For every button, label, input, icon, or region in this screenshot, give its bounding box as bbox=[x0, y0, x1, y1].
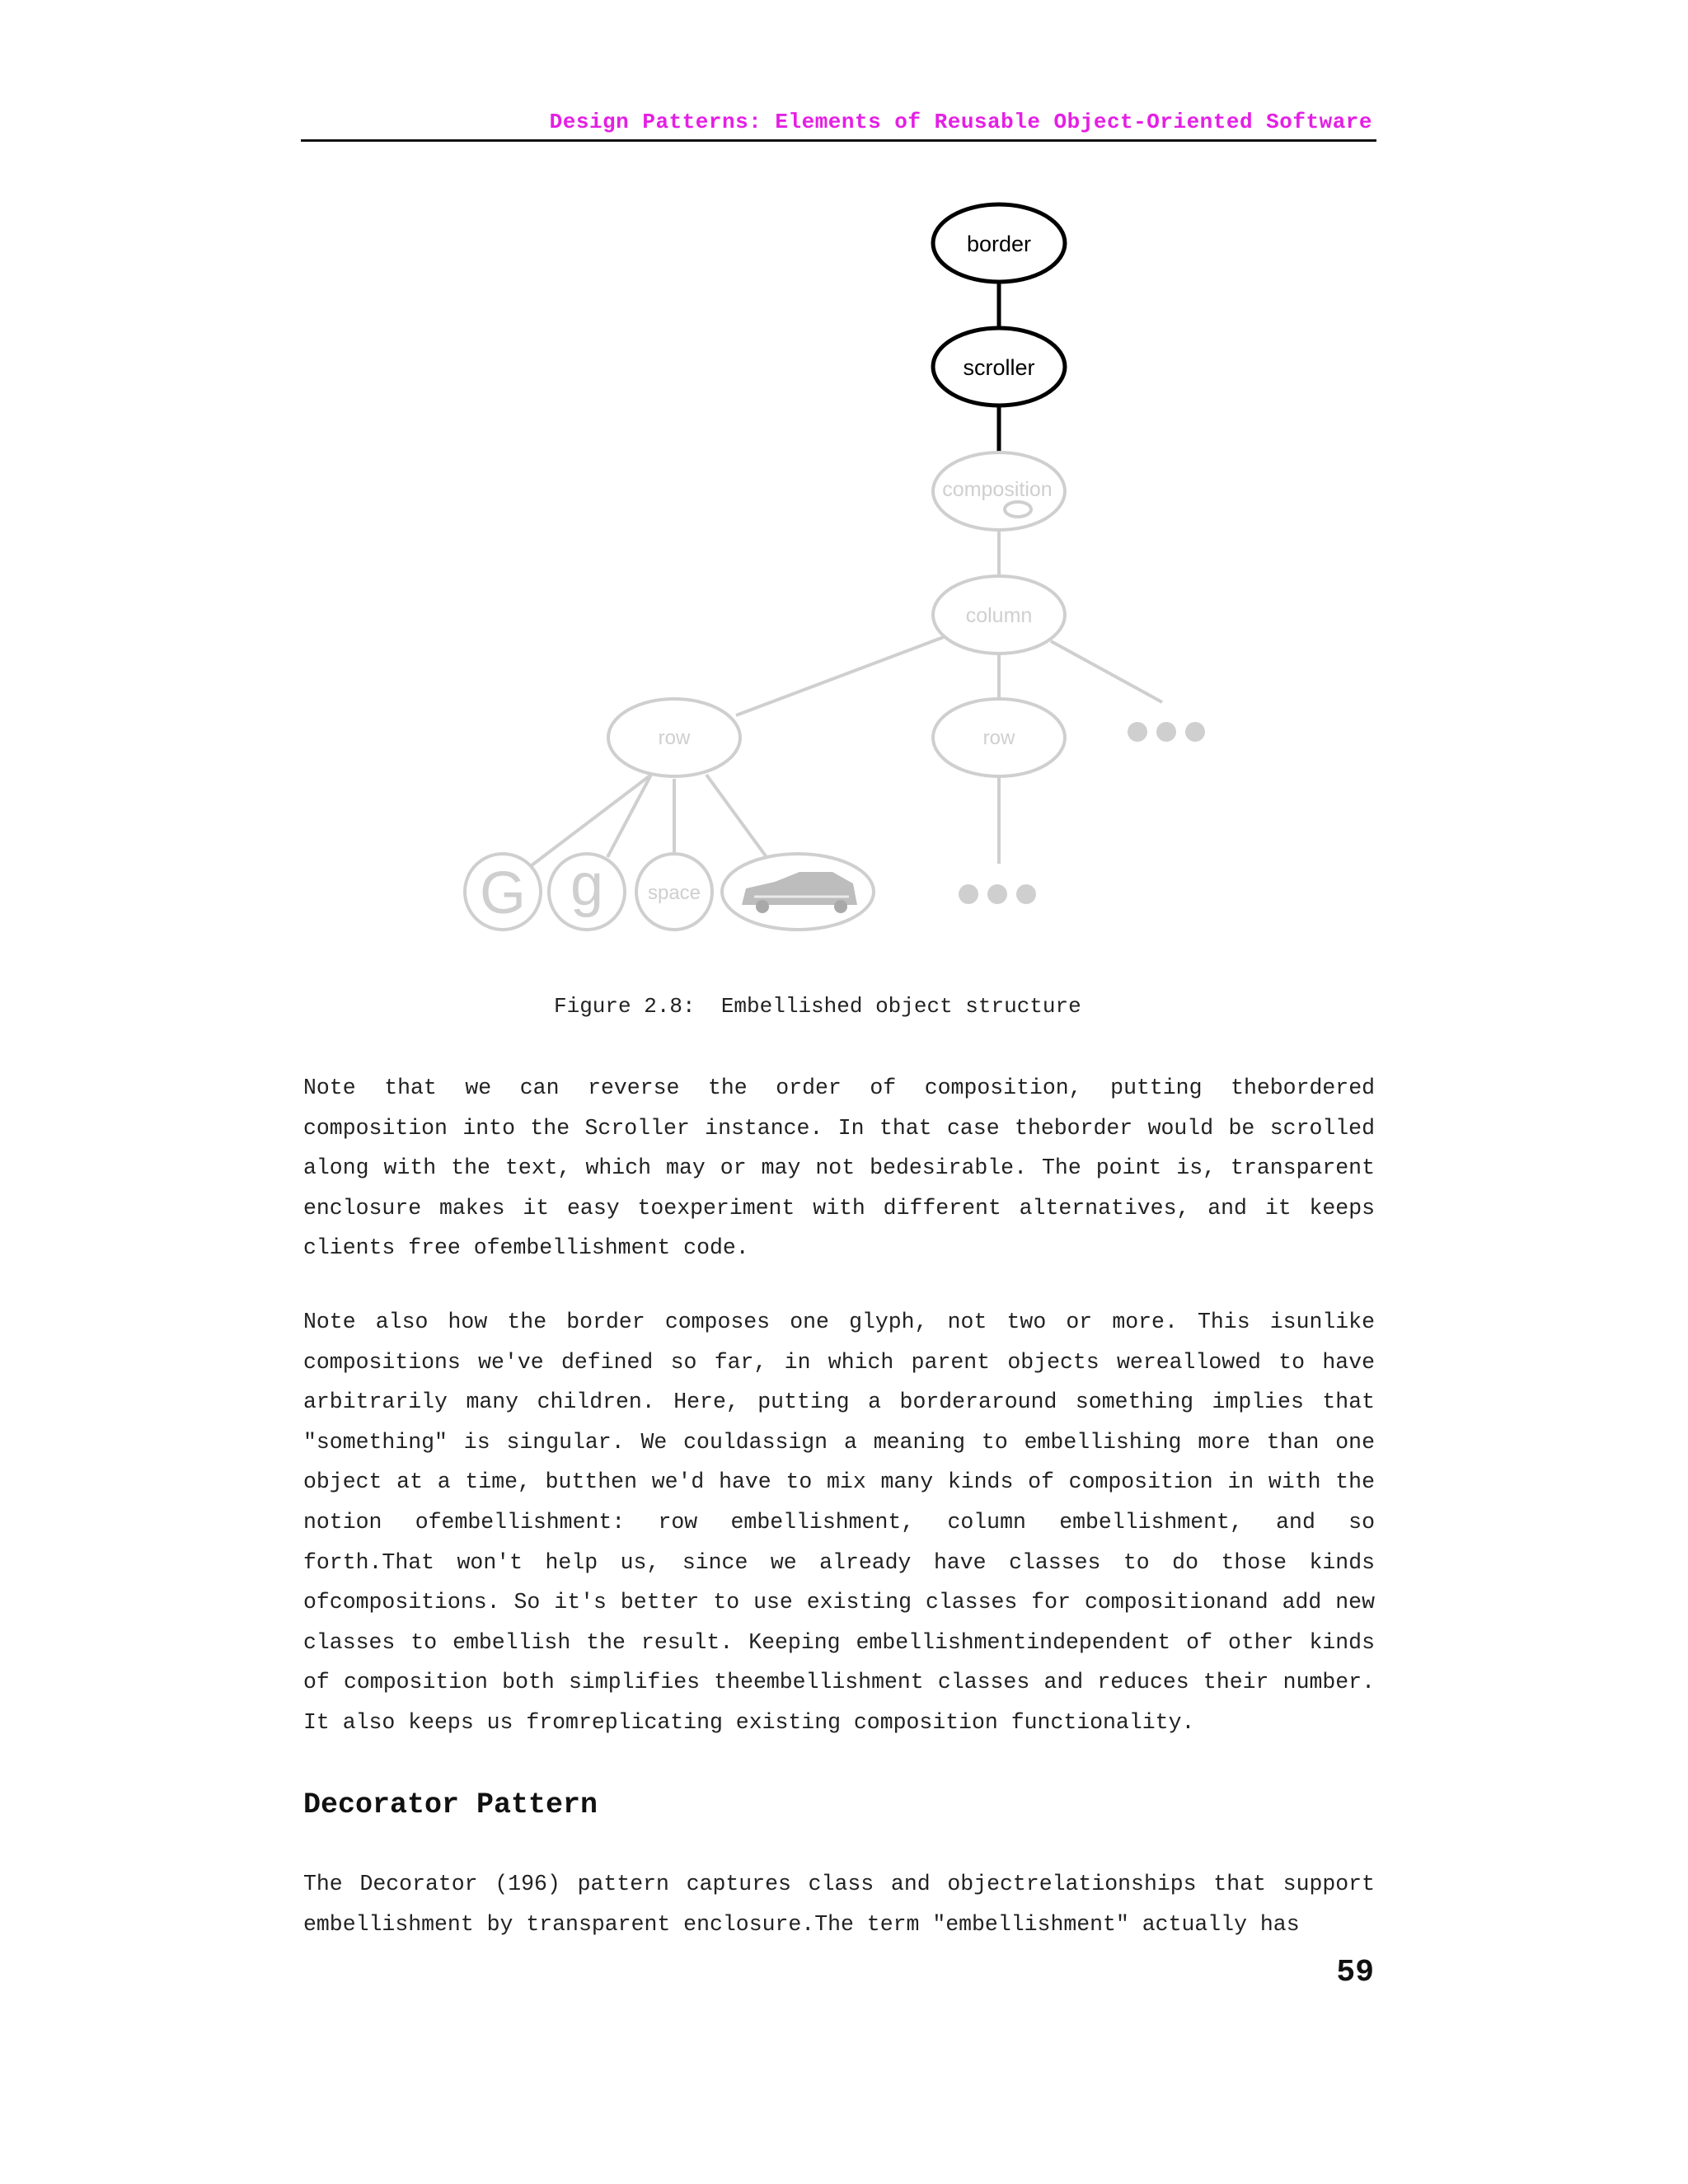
figure-embellished-object-structure bbox=[0, 0, 1688, 972]
row-left-node-label: row bbox=[658, 727, 691, 749]
edge-column-more bbox=[1051, 641, 1162, 702]
edge-row-g bbox=[607, 775, 651, 857]
page-number: 59 bbox=[1336, 1955, 1374, 1990]
edge-row-image bbox=[706, 775, 767, 857]
figure-caption: Figure 2.8: Embellished object structure bbox=[554, 994, 1081, 1019]
edge-column-row-left bbox=[736, 637, 944, 715]
paragraph-decorator-intro: The Decorator (196) pattern captures class and objectrelationships that support embellishment by transparent enclosure.The term "embellishment" actually has bbox=[303, 1872, 1375, 1937]
space-glyph-label: space bbox=[647, 882, 701, 904]
column-more-ellipsis-icon bbox=[1128, 722, 1205, 742]
object-structure-diagram bbox=[0, 0, 1688, 972]
scroller-node-label: scroller bbox=[963, 355, 1035, 380]
row-more-ellipsis-icon bbox=[959, 884, 1036, 904]
composition-node-label: composition bbox=[942, 478, 1053, 501]
border-node-label: border bbox=[966, 232, 1032, 256]
glyph-G-label: G bbox=[479, 860, 527, 926]
glyph-g-label: g bbox=[570, 852, 604, 918]
paragraph-reverse-order: Note that we can reverse the order of composition, putting thebordered composition into the Scroller instance. In that case theborder would be scrolled along with the text, which may or may not bedesirable. The point is, transparent enclosure makes it easy toexperiment with different alternatives, and it keeps clients free ofembellishment code. bbox=[303, 1076, 1375, 1261]
section-heading-decorator: Decorator Pattern bbox=[303, 1788, 598, 1821]
row-right-node-label: row bbox=[982, 727, 1015, 749]
paragraph-single-glyph: Note also how the border composes one glyph, not two or more. This isunlike compositions we've defined so far, in which parent objects wereallowed to have arbitrarily many children. Here, putting a borderaround something implies that "something" is singular. We couldassign a meaning to embellishing more than one object at a time, butthen we'd have to mix many kinds of composition in with the notion ofembellishment: row embellishment, column embellishment, and so forth.That won't help us, since we already have classes to do those kinds ofcompositions. So it's better to use existing classes for compositionand add new classes to embellish the result. Keeping embellishmentindependent of other kinds of composition both simplifies theembellishment classes and reduces their number. It also keeps us fromreplicating existing composition functionality. bbox=[303, 1310, 1375, 1735]
running-header: Design Patterns: Elements of Reusable Object-Oriented Software bbox=[549, 110, 1372, 134]
column-node-label: column bbox=[965, 604, 1033, 627]
